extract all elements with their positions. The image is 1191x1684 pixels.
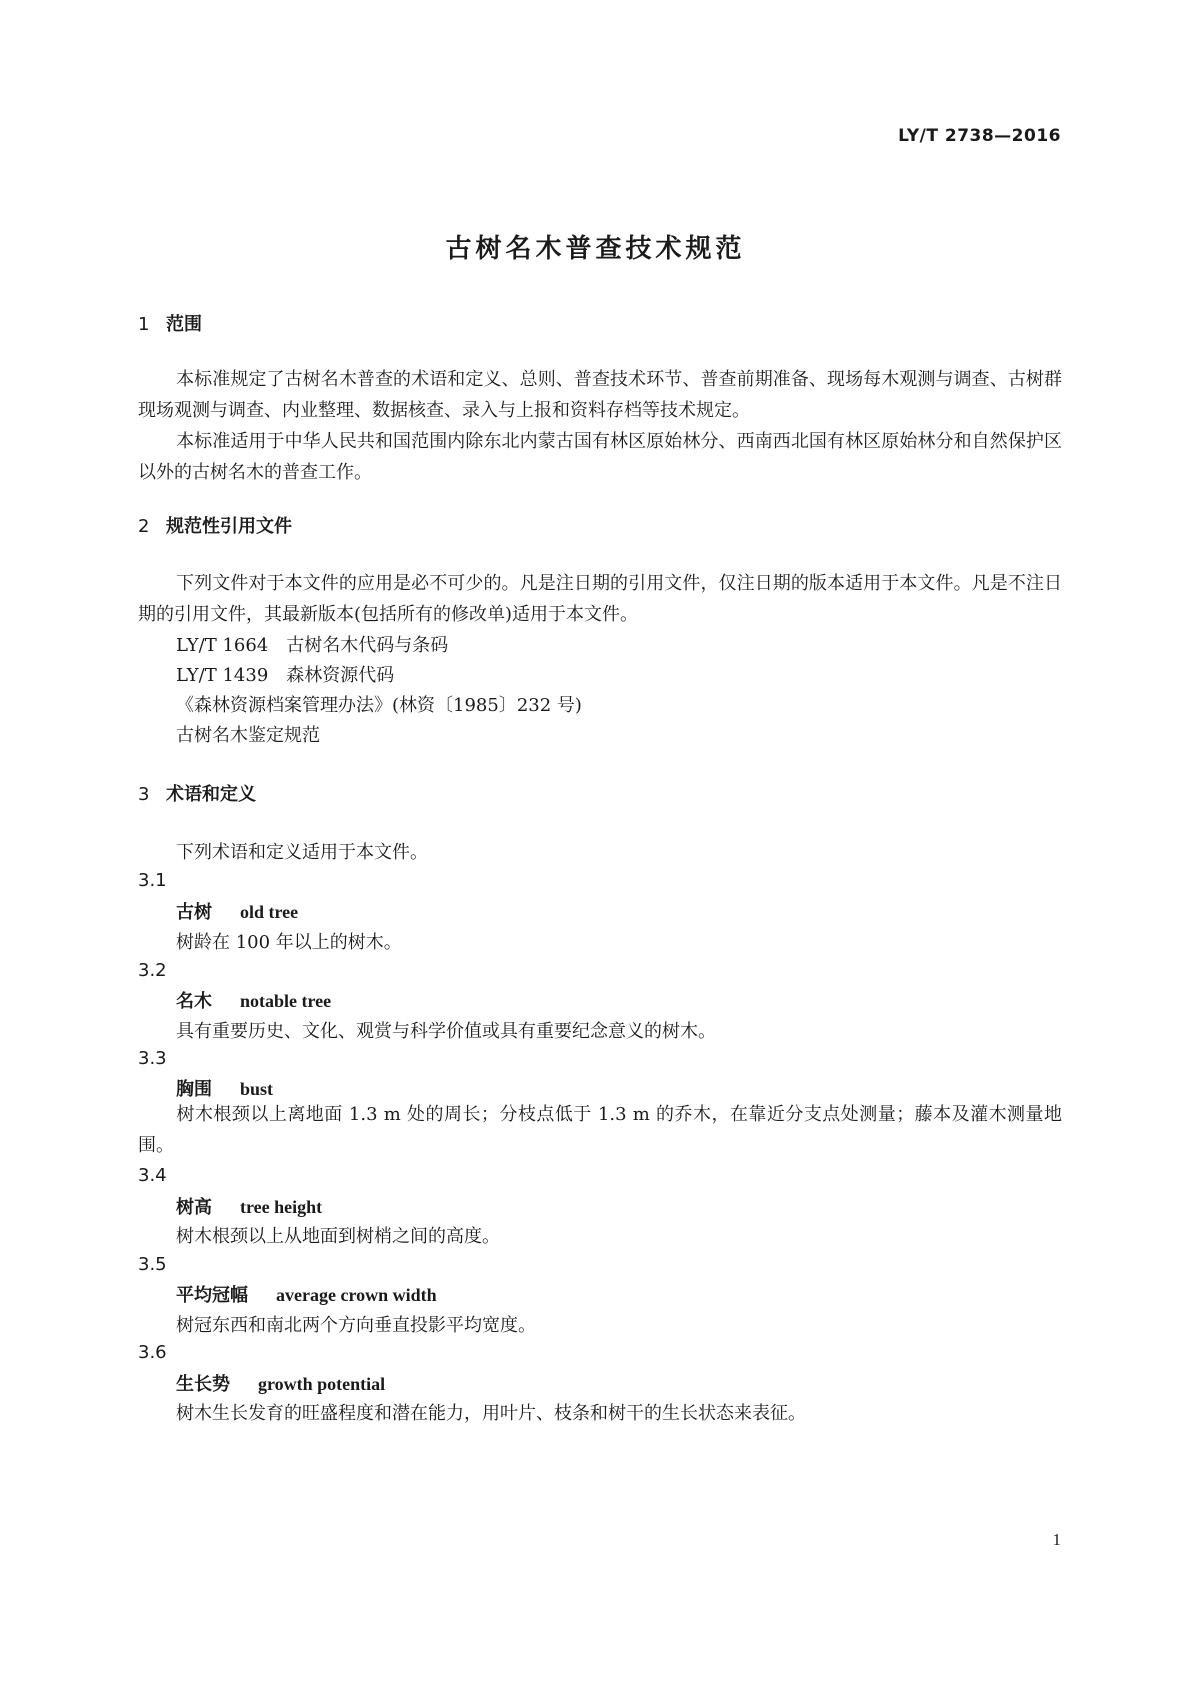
reference-item: LY/T 1664 古树名木代码与条码 (176, 635, 449, 656)
term-definition: 树冠东西和南北两个方向垂直投影平均宽度。 (176, 1315, 536, 1336)
term-heading (176, 1075, 273, 1101)
term-en: notable tree (240, 991, 332, 1011)
section-3-heading (138, 780, 256, 806)
term-en: tree height (240, 1197, 323, 1217)
term-zh: 平均冠幅 (176, 1285, 248, 1306)
section-title: 规范性引用文件 (166, 516, 292, 537)
section-1-heading (138, 310, 202, 336)
term-number: 3.6 (138, 1342, 167, 1363)
term-number: 3.4 (138, 1165, 167, 1186)
section-number: 2 (138, 516, 150, 537)
term-zh: 名木 (176, 991, 212, 1012)
page-number: 1 (1052, 1530, 1061, 1549)
reference-item: LY/T 1439 森林资源代码 (176, 665, 395, 686)
section-3-intro: 下列术语和定义适用于本文件。 (176, 842, 428, 863)
term-en: growth potential (258, 1374, 386, 1394)
term-definition: 树木生长发育的旺盛程度和潜在能力，用叶片、枝条和树干的生长状态来表征。 (176, 1403, 806, 1424)
term-definition: 具有重要历史、文化、观赏与科学价值或具有重要纪念意义的树木。 (176, 1021, 716, 1042)
section-number: 3 (138, 784, 150, 805)
term-heading (176, 898, 298, 924)
term-definition: 树木根颈以上离地面 1.3 m 处的周长；分枝点低于 1.3 m 的乔木，在靠近分支点处测量；藤本及灌木测量地围。 (138, 1104, 1062, 1156)
section-1-paragraph-1: 本标准规定了古树名木普查的术语和定义、总则、普查技术环节、普查前期准备、现场每木观测与调查、古树群现场观测与调查、内业整理、数据核查、录入与上报和资料存档等技术规定。 (138, 369, 1062, 421)
term-definition: 树木根颈以上从地面到树梢之间的高度。 (176, 1226, 500, 1247)
term-number: 3.5 (138, 1254, 167, 1275)
section-2-heading (138, 512, 292, 538)
term-en: average crown width (276, 1285, 437, 1305)
term-heading (176, 1370, 385, 1396)
reference-item: 古树名木鉴定规范 (176, 725, 320, 746)
term-number: 3.2 (138, 960, 167, 981)
term-en: old tree (240, 902, 299, 922)
term-definition: 树龄在 100 年以上的树木。 (176, 932, 402, 953)
page-title: 古树名木普查技术规范 (445, 234, 746, 264)
term-zh: 树高 (176, 1197, 212, 1218)
section-1-paragraph-2: 本标准适用于中华人民共和国范围内除东北内蒙古国有林区原始林分、西南西北国有林区原始林分和自然保护区以外的古树名木的普查工作。 (138, 431, 1062, 483)
term-heading (176, 987, 331, 1013)
term-zh: 生长势 (176, 1374, 230, 1395)
section-title: 术语和定义 (166, 784, 256, 805)
term-heading (176, 1193, 322, 1219)
section-2-paragraph-1: 下列文件对于本文件的应用是必不可少的。凡是注日期的引用文件，仅注日期的版本适用于本文件。凡是不注日期的引用文件，其最新版本(包括所有的修改单)适用于本文件。 (138, 573, 1062, 625)
term-heading (176, 1281, 437, 1307)
reference-item: 《森林资源档案管理办法》(林资〔1985〕232 号) (176, 695, 582, 716)
term-number: 3.1 (138, 870, 167, 891)
term-zh: 古树 (176, 902, 212, 923)
section-title: 范围 (166, 314, 202, 335)
term-number: 3.3 (138, 1048, 167, 1069)
standard-code: LY/T 2738—2016 (898, 126, 1061, 146)
section-number: 1 (138, 314, 150, 335)
term-en: bust (240, 1079, 274, 1099)
term-zh: 胸围 (176, 1079, 212, 1100)
